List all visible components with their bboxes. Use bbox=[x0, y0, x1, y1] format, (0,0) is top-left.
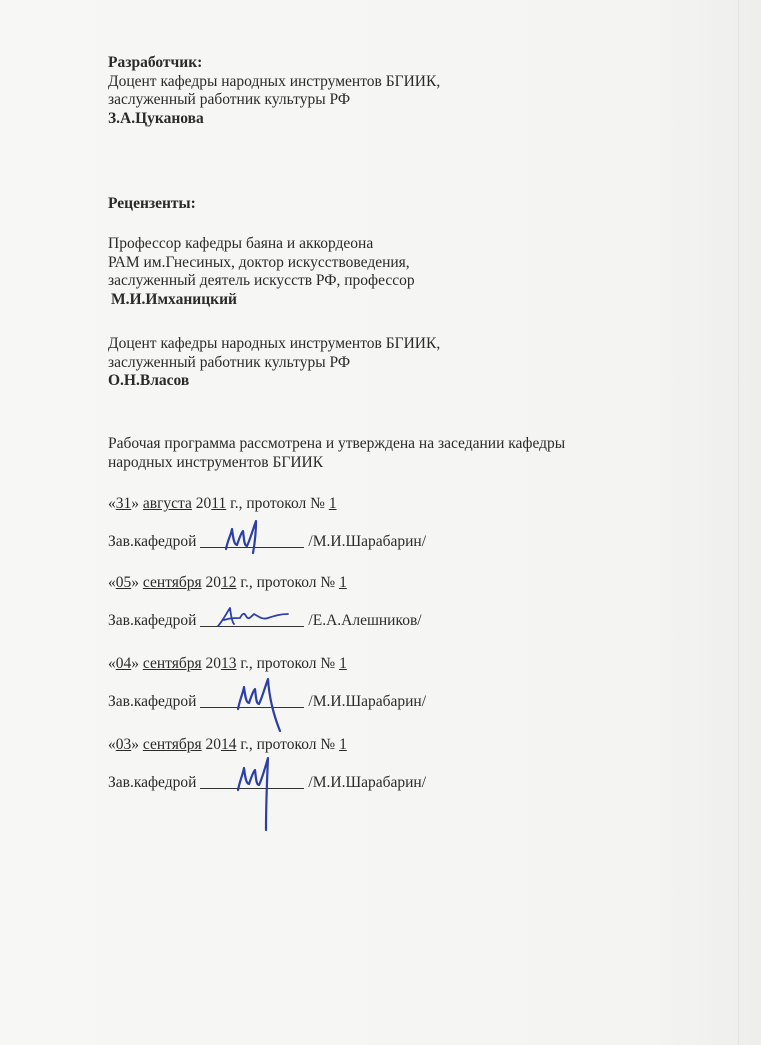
record-signature-line bbox=[108, 529, 426, 551]
reviewer-1-name: М.И.Имханицкий bbox=[111, 290, 237, 308]
signature-mark bbox=[204, 505, 284, 565]
record-month: сентября bbox=[142, 736, 202, 753]
signature-field bbox=[200, 691, 304, 708]
open-quote: « bbox=[108, 574, 116, 591]
head-label: Зав.кафедрой bbox=[108, 693, 197, 710]
signature-mark bbox=[204, 746, 294, 836]
record-protocol-text: г., протокол № bbox=[240, 736, 336, 753]
approval-record-2012 bbox=[108, 574, 422, 630]
close-quote: » bbox=[131, 574, 139, 591]
signature-field bbox=[200, 772, 304, 789]
head-name: /М.И.Шарабарин/ bbox=[308, 693, 427, 710]
head-name: /М.И.Шарабарин/ bbox=[308, 774, 427, 791]
signature-field bbox=[200, 610, 304, 627]
reviewer-1 bbox=[108, 235, 415, 309]
head-label: Зав.кафедрой bbox=[108, 533, 197, 550]
signature-mark bbox=[204, 596, 294, 636]
reviewer-2-line1: Доцент кафедры народных инструментов БГИИК, bbox=[108, 335, 441, 352]
record-month: сентября bbox=[142, 655, 202, 672]
developer-name: З.А.Цуканова bbox=[108, 109, 204, 127]
record-year-suffix: 13 bbox=[220, 655, 237, 672]
signature-mark bbox=[204, 665, 294, 735]
head-name: /М.И.Шарабарин/ bbox=[308, 533, 427, 550]
developer-section bbox=[108, 54, 440, 128]
approval-line2: народных инструментов БГИИК bbox=[108, 453, 324, 471]
head-label: Зав.кафедрой bbox=[108, 612, 197, 629]
reviewer-2-line2: заслуженный работник культуры РФ bbox=[108, 353, 351, 371]
record-signature-line bbox=[108, 689, 426, 711]
record-protocol-number: 1 bbox=[339, 736, 347, 753]
reviewer-1-line2: РАМ им.Гнесиных, доктор искусствоведения, bbox=[108, 253, 410, 271]
approval-record-2014 bbox=[108, 736, 426, 792]
record-year-suffix: 14 bbox=[220, 736, 237, 753]
open-quote: « bbox=[108, 495, 116, 512]
developer-position-line2: заслуженный работник культуры РФ bbox=[108, 91, 351, 108]
record-day: 05 bbox=[115, 574, 132, 591]
record-year-suffix: 12 bbox=[220, 574, 237, 591]
record-protocol-text: г., протокол № bbox=[230, 495, 325, 512]
close-quote: » bbox=[131, 736, 139, 753]
record-year-prefix: 20 bbox=[205, 655, 221, 672]
record-day: 31 bbox=[115, 495, 132, 512]
record-protocol-number: 1 bbox=[339, 574, 347, 591]
record-protocol-text: г., протокол № bbox=[240, 574, 336, 591]
scan-edge bbox=[738, 0, 739, 1045]
record-year-prefix: 20 bbox=[205, 736, 221, 753]
record-signature-line bbox=[108, 608, 422, 630]
record-month: сентября bbox=[142, 574, 202, 591]
record-year-suffix: 11 bbox=[211, 495, 227, 512]
reviewer-2-name: О.Н.Власов bbox=[108, 372, 190, 389]
close-quote: » bbox=[131, 495, 139, 512]
close-quote: » bbox=[131, 655, 139, 672]
reviewers-section bbox=[108, 195, 196, 214]
record-signature-line bbox=[108, 770, 426, 792]
record-month: августа bbox=[142, 495, 192, 512]
record-protocol-number: 1 bbox=[328, 495, 337, 512]
signature-field bbox=[200, 531, 304, 548]
head-name: /Е.А.Алешников/ bbox=[308, 612, 422, 629]
reviewer-1-line1: Профессор кафедры баяна и аккордеона bbox=[108, 235, 374, 252]
record-date-line bbox=[108, 574, 422, 594]
record-day: 04 bbox=[115, 655, 132, 672]
record-protocol-number: 1 bbox=[339, 655, 347, 672]
reviewer-2 bbox=[108, 335, 440, 391]
approval-record-2013 bbox=[108, 655, 426, 711]
record-protocol-text: г., протокол № bbox=[240, 655, 336, 672]
developer-heading: Разработчик: bbox=[108, 54, 203, 71]
approval-statement bbox=[108, 435, 565, 472]
developer-position-line1: Доцент кафедры народных инструментов БГИИК, bbox=[108, 72, 441, 90]
approval-record-2011 bbox=[108, 495, 426, 551]
record-day: 03 bbox=[115, 736, 132, 753]
reviewer-1-line3: заслуженный деятель искусств РФ, профессор bbox=[108, 272, 415, 289]
reviewers-heading: Рецензенты: bbox=[108, 195, 196, 212]
record-year-prefix: 20 bbox=[195, 495, 212, 512]
record-year-prefix: 20 bbox=[205, 574, 221, 591]
open-quote: « bbox=[108, 736, 116, 753]
open-quote: « bbox=[108, 655, 116, 672]
approval-line1: Рабочая программа рассмотрена и утверждена на заседании кафедры bbox=[108, 435, 566, 452]
head-label: Зав.кафедрой bbox=[108, 774, 197, 791]
